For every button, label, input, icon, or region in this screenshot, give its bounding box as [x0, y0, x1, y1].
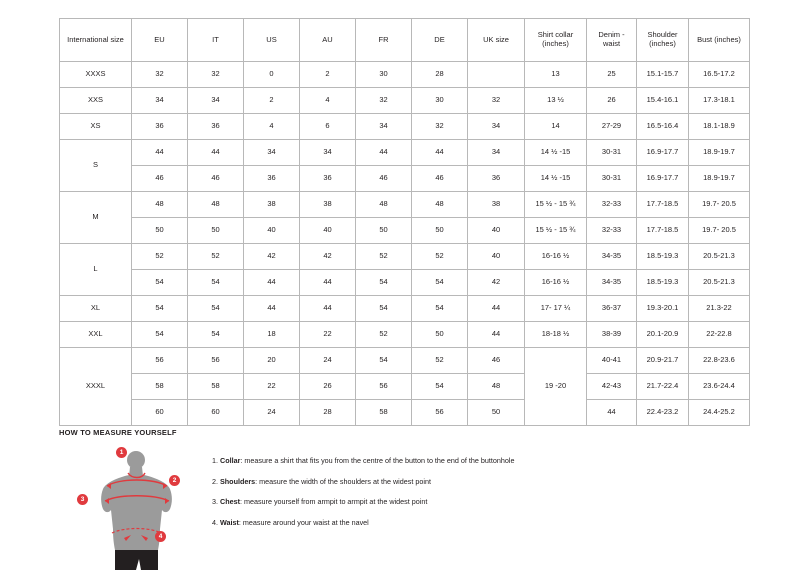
cell-denim-waist: 42-43 [587, 374, 637, 400]
cell-bust: 20.5-21.3 [689, 244, 750, 270]
cell-shirt-collar: 14 ½ -15 [525, 140, 587, 166]
cell-shoulder: 16.9-17.7 [637, 140, 689, 166]
cell-shoulder: 18.5-19.3 [637, 244, 689, 270]
cell-denim-waist: 38-39 [587, 322, 637, 348]
cell-shoulder: 16.9-17.7 [637, 166, 689, 192]
column-header-international-size: International size [60, 19, 132, 62]
cell-us: 40 [244, 218, 300, 244]
cell-it: 54 [188, 296, 244, 322]
cell-bust: 18.9-19.7 [689, 166, 750, 192]
cell-shirt-collar: 16-16 ½ [525, 270, 587, 296]
cell-bust: 19.7- 20.5 [689, 218, 750, 244]
cell-international-size: XXS [60, 88, 132, 114]
cell-de: 44 [412, 140, 468, 166]
cell-au: 38 [300, 192, 356, 218]
cell-fr: 44 [356, 140, 412, 166]
measure-step-number-1: 1 [212, 456, 216, 465]
cell-denim-waist: 44 [587, 400, 637, 426]
cell-shoulder: 18.5-19.3 [637, 270, 689, 296]
table-header-row [60, 19, 750, 62]
cell-bust: 24.4-25.2 [689, 400, 750, 426]
table-body [60, 62, 750, 426]
column-header-shoulder: Shoulder (inches) [637, 19, 689, 62]
cell-eu: 32 [132, 62, 188, 88]
table-row [60, 348, 750, 374]
cell-de: 52 [412, 244, 468, 270]
cell-it: 32 [188, 62, 244, 88]
cell-eu: 46 [132, 166, 188, 192]
table-row [60, 88, 750, 114]
table-row [60, 322, 750, 348]
cell-uk-size: 34 [468, 140, 525, 166]
cell-au: 44 [300, 296, 356, 322]
cell-fr: 46 [356, 166, 412, 192]
column-header-eu: EU [132, 19, 188, 62]
cell-au: 6 [300, 114, 356, 140]
cell-shirt-collar: 14 ½ -15 [525, 166, 587, 192]
cell-it: 48 [188, 192, 244, 218]
cell-it: 44 [188, 140, 244, 166]
cell-de: 46 [412, 166, 468, 192]
cell-bust: 18.9-19.7 [689, 140, 750, 166]
cell-bust: 18.1-18.9 [689, 114, 750, 140]
size-chart-container [59, 18, 741, 426]
cell-international-size: XS [60, 114, 132, 140]
cell-it: 50 [188, 218, 244, 244]
cell-us: 0 [244, 62, 300, 88]
cell-au: 2 [300, 62, 356, 88]
measurement-figure [80, 449, 194, 569]
cell-uk-size: 32 [468, 88, 525, 114]
cell-international-size: L [60, 244, 132, 296]
torso-illustration [84, 449, 194, 571]
table-row [60, 374, 750, 400]
cell-bust: 23.6-24.4 [689, 374, 750, 400]
cell-de: 50 [412, 218, 468, 244]
cell-it: 52 [188, 244, 244, 270]
table-row [60, 114, 750, 140]
cell-shirt-collar: 18-18 ½ [525, 322, 587, 348]
cell-us: 22 [244, 374, 300, 400]
cell-au: 28 [300, 400, 356, 426]
cell-de: 48 [412, 192, 468, 218]
table-row [60, 244, 750, 270]
cell-fr: 54 [356, 296, 412, 322]
cell-shirt-collar: 17- 17 ¼ [525, 296, 587, 322]
measure-step-collar: 1. Collar: measure a shirt that fits you from the centre of the button to the end of the buttonhole [212, 456, 515, 465]
figure-callout-1: 1 [116, 447, 127, 458]
cell-us: 42 [244, 244, 300, 270]
cell-de: 32 [412, 114, 468, 140]
column-header-bust: Bust (inches) [689, 19, 750, 62]
cell-us: 38 [244, 192, 300, 218]
cell-us: 44 [244, 270, 300, 296]
cell-shoulder: 19.3-20.1 [637, 296, 689, 322]
cell-shirt-collar: 14 [525, 114, 587, 140]
table-row [60, 166, 750, 192]
cell-eu: 44 [132, 140, 188, 166]
figure-callout-3: 3 [77, 494, 88, 505]
measure-step-label-collar: Collar [220, 456, 241, 465]
cell-denim-waist: 26 [587, 88, 637, 114]
cell-bust: 22.8-23.6 [689, 348, 750, 374]
cell-bust: 21.3-22 [689, 296, 750, 322]
column-header-it: IT [188, 19, 244, 62]
cell-eu: 34 [132, 88, 188, 114]
cell-us: 36 [244, 166, 300, 192]
cell-denim-waist: 34-35 [587, 244, 637, 270]
cell-eu: 52 [132, 244, 188, 270]
cell-de: 52 [412, 348, 468, 374]
table-row [60, 270, 750, 296]
cell-au: 36 [300, 166, 356, 192]
cell-shirt-collar: 15 ½ - 15 ¾ [525, 218, 587, 244]
cell-eu: 36 [132, 114, 188, 140]
cell-uk-size: 50 [468, 400, 525, 426]
figure-callout-2: 2 [169, 475, 180, 486]
cell-au: 42 [300, 244, 356, 270]
table-row [60, 140, 750, 166]
cell-it: 56 [188, 348, 244, 374]
table-row [60, 62, 750, 88]
column-header-denim-waist: Denim - waist [587, 19, 637, 62]
measure-step-waist: 4. Waist: measure around your waist at the navel [212, 517, 369, 527]
cell-uk-size: 40 [468, 218, 525, 244]
cell-fr: 54 [356, 348, 412, 374]
cell-bust: 22-22.8 [689, 322, 750, 348]
cell-it: 54 [188, 322, 244, 348]
cell-uk-size: 38 [468, 192, 525, 218]
table-row [60, 218, 750, 244]
cell-fr: 52 [356, 322, 412, 348]
cell-fr: 52 [356, 244, 412, 270]
cell-denim-waist: 34-35 [587, 270, 637, 296]
cell-de: 56 [412, 400, 468, 426]
cell-de: 54 [412, 374, 468, 400]
measure-step-number-4: 4 [212, 517, 216, 527]
column-header-de: DE [412, 19, 468, 62]
column-header-shirt-collar: Shirt collar (inches) [525, 19, 587, 62]
cell-it: 46 [188, 166, 244, 192]
table-row [60, 400, 750, 426]
cell-denim-waist: 32-33 [587, 218, 637, 244]
how-to-measure-title: HOW TO MEASURE YOURSELF [59, 428, 177, 437]
cell-denim-waist: 30-31 [587, 166, 637, 192]
table-row [60, 192, 750, 218]
cell-shoulder: 16.5-16.4 [637, 114, 689, 140]
measure-step-text-collar: : measure a shirt that fits you from the centre of the button to the end of the buttonhole [240, 456, 515, 465]
cell-bust: 19.7- 20.5 [689, 192, 750, 218]
cell-bust: 17.3-18.1 [689, 88, 750, 114]
cell-denim-waist: 27-29 [587, 114, 637, 140]
cell-fr: 32 [356, 88, 412, 114]
figure-callout-4: 4 [155, 531, 166, 542]
cell-us: 18 [244, 322, 300, 348]
cell-denim-waist: 25 [587, 62, 637, 88]
cell-international-size: S [60, 140, 132, 192]
cell-fr: 30 [356, 62, 412, 88]
cell-shirt-collar: 13 [525, 62, 587, 88]
cell-fr: 34 [356, 114, 412, 140]
cell-us: 44 [244, 296, 300, 322]
cell-de: 28 [412, 62, 468, 88]
cell-international-size: XXXL [60, 348, 132, 426]
cell-de: 54 [412, 270, 468, 296]
cell-us: 34 [244, 140, 300, 166]
cell-bust: 16.5-17.2 [689, 62, 750, 88]
cell-it: 58 [188, 374, 244, 400]
cell-international-size: M [60, 192, 132, 244]
measure-step-number-2: 2 [212, 476, 216, 486]
cell-shirt-collar: 13 ½ [525, 88, 587, 114]
cell-au: 24 [300, 348, 356, 374]
cell-au: 4 [300, 88, 356, 114]
cell-it: 36 [188, 114, 244, 140]
cell-au: 44 [300, 270, 356, 296]
cell-eu: 48 [132, 192, 188, 218]
cell-uk-size: 34 [468, 114, 525, 140]
cell-uk-size: 40 [468, 244, 525, 270]
cell-uk-size: 42 [468, 270, 525, 296]
cell-shoulder: 15.1-15.7 [637, 62, 689, 88]
cell-uk-size: 48 [468, 374, 525, 400]
cell-shoulder: 21.7-22.4 [637, 374, 689, 400]
cell-shoulder: 15.4-16.1 [637, 88, 689, 114]
cell-denim-waist: 30-31 [587, 140, 637, 166]
cell-us: 4 [244, 114, 300, 140]
cell-fr: 58 [356, 400, 412, 426]
cell-denim-waist: 32-33 [587, 192, 637, 218]
cell-shirt-collar: 15 ½ - 15 ¾ [525, 192, 587, 218]
cell-shoulder: 17.7-18.5 [637, 218, 689, 244]
cell-uk-size [468, 62, 525, 88]
cell-eu: 54 [132, 296, 188, 322]
cell-fr: 50 [356, 218, 412, 244]
cell-eu: 56 [132, 348, 188, 374]
cell-au: 34 [300, 140, 356, 166]
cell-eu: 54 [132, 322, 188, 348]
measure-step-chest: 3. Chest: measure yourself from armpit to armpit at the widest point [212, 497, 428, 507]
cell-au: 22 [300, 322, 356, 348]
size-chart-table [59, 18, 750, 426]
cell-de: 30 [412, 88, 468, 114]
measure-step-label-chest: Chest [220, 497, 240, 507]
cell-shoulder: 20.9-21.7 [637, 348, 689, 374]
table-row [60, 296, 750, 322]
cell-international-size: XL [60, 296, 132, 322]
cell-shoulder: 20.1-20.9 [637, 322, 689, 348]
cell-uk-size: 44 [468, 296, 525, 322]
measure-step-shoulders: 2. Shoulders: measure the width of the shoulders at the widest point [212, 476, 431, 486]
cell-eu: 60 [132, 400, 188, 426]
measure-step-label-waist: Waist [220, 517, 239, 527]
measure-step-label-shoulders: Shoulders [220, 476, 256, 486]
cell-fr: 48 [356, 192, 412, 218]
column-header-uk-size: UK size [468, 19, 525, 62]
column-header-fr: FR [356, 19, 412, 62]
cell-au: 40 [300, 218, 356, 244]
cell-denim-waist: 40-41 [587, 348, 637, 374]
cell-us: 20 [244, 348, 300, 374]
how-to-measure-section [59, 428, 739, 569]
cell-shirt-collar: 16-16 ½ [525, 244, 587, 270]
cell-international-size: XXL [60, 322, 132, 348]
cell-au: 26 [300, 374, 356, 400]
cell-fr: 56 [356, 374, 412, 400]
cell-shoulder: 17.7-18.5 [637, 192, 689, 218]
column-header-us: US [244, 19, 300, 62]
cell-it: 34 [188, 88, 244, 114]
cell-shirt-collar: 19 -20 [525, 348, 587, 426]
cell-uk-size: 36 [468, 166, 525, 192]
cell-de: 50 [412, 322, 468, 348]
cell-eu: 54 [132, 270, 188, 296]
cell-uk-size: 44 [468, 322, 525, 348]
cell-uk-size: 46 [468, 348, 525, 374]
cell-international-size: XXXS [60, 62, 132, 88]
cell-denim-waist: 36-37 [587, 296, 637, 322]
cell-bust: 20.5-21.3 [689, 270, 750, 296]
cell-us: 24 [244, 400, 300, 426]
measure-step-text-waist: : measure around your waist at the navel [238, 517, 369, 527]
measure-step-text-chest: : measure yourself from armpit to armpit at the widest point [239, 497, 428, 507]
cell-fr: 54 [356, 270, 412, 296]
cell-eu: 50 [132, 218, 188, 244]
measure-steps-list [212, 457, 514, 540]
cell-it: 60 [188, 400, 244, 426]
measure-step-number-3: 3 [212, 497, 216, 507]
cell-it: 54 [188, 270, 244, 296]
cell-eu: 58 [132, 374, 188, 400]
column-header-au: AU [300, 19, 356, 62]
cell-shoulder: 22.4-23.2 [637, 400, 689, 426]
cell-de: 54 [412, 296, 468, 322]
measure-step-text-shoulders: : measure the width of the shoulders at the widest point [255, 476, 431, 486]
cell-us: 2 [244, 88, 300, 114]
